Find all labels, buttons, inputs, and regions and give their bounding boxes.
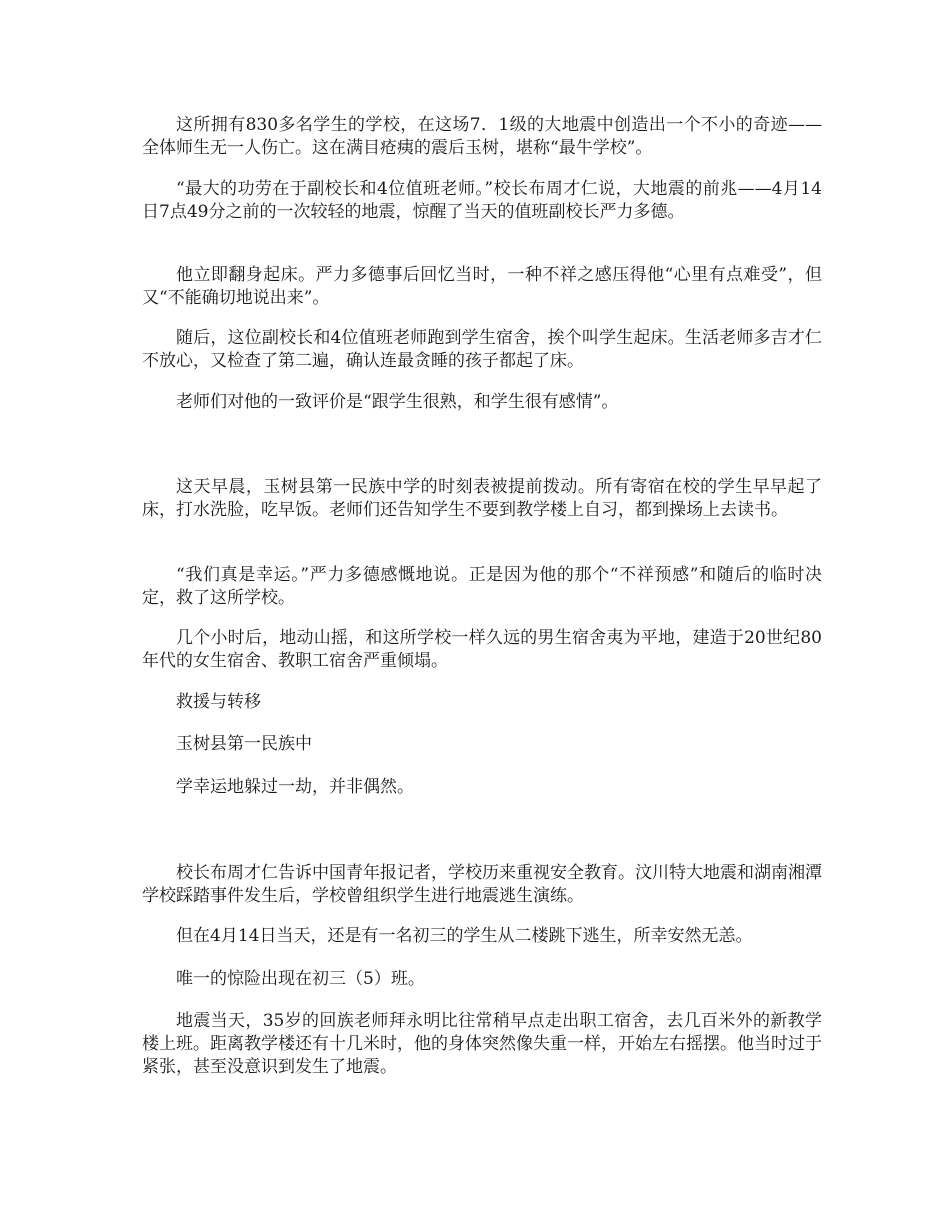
paragraph-8: 几个小时后，地动山摇，和这所学校一样久远的男生宿舍夷为平地，建造于20世纪80年代的女生宿舍、教职工宿舍严重倾塌。 [142, 628, 822, 671]
section-heading: 救援与转移 [176, 692, 261, 712]
paragraph-2: “最大的功劳在于副校长和4位值班老师。”校长布周才仁说，大地震的前兆——4月14日7点49分之前的一次较轻的地震，惊醒了当天的值班副校长严力多德。 [142, 179, 822, 222]
paragraph-10: 学幸运地躲过一劫，并非偶然。 [176, 777, 414, 797]
paragraph-1: 这所拥有830多名学生的学校，在这场7．1级的大地震中创造出一个不小的奇迹——全体师生无一人伤亡。这在满目疮痍的震后玉树，堪称“最牛学校”。 [142, 115, 822, 158]
paragraph-5: 老师们对他的一致评价是“跟学生很熟，和学生很有感情”。 [176, 392, 619, 412]
paragraph-9: 玉树县第一民族中 [176, 734, 312, 754]
paragraph-7: “我们真是幸运。”严力多德感慨地说。正是因为他的那个“不祥预感”和随后的临时决定，救了这所学校。 [142, 565, 822, 608]
paragraph-13: 唯一的惊险出现在初三（5）班。 [176, 969, 425, 989]
paragraph-4: 随后，这位副校长和4位值班老师跑到学生宿舍，挨个叫学生起床。生活老师多吉才仁不放心，又检查了第二遍，确认连最贪睡的孩子都起了床。 [142, 328, 822, 371]
paragraph-12: 但在4月14日当天，还是有一名初三的学生从二楼跳下逃生，所幸安然无恙。 [176, 926, 753, 946]
paragraph-14: 地震当天，35岁的回族老师拜永明比往常稍早点走出职工宿舍，去几百米外的新教学楼上班。距离教学楼还有十几米时，他的身体突然像失重一样，开始左右摇摆。他当时过于紧张，甚至没意识到发生了地震。 [142, 1011, 822, 1077]
paragraph-6: 这天早晨，玉树县第一民族中学的时刻表被提前拨动。所有寄宿在校的学生早早起了床，打水洗脸，吃早饭。老师们还告知学生不要到教学楼上自习，都到操场上去读书。 [142, 477, 822, 520]
paragraph-3: 他立即翻身起床。严力多德事后回忆当时，一种不祥之感压得他“心里有点难受”，但又“不能确切地说出来”。 [142, 265, 822, 308]
paragraph-11: 校长布周才仁告诉中国青年报记者，学校历来重视安全教育。汶川特大地震和湖南湘潭学校踩踏事件发生后，学校曾组织学生进行地震逃生演练。 [142, 863, 822, 906]
